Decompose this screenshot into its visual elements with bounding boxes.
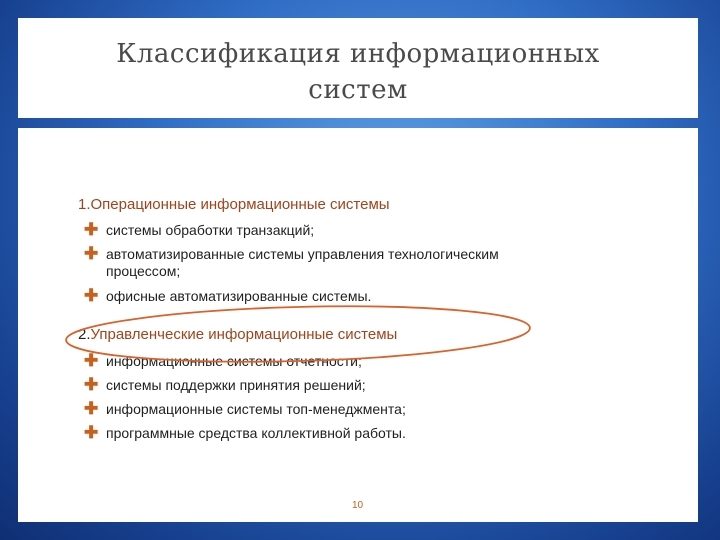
section-2-item-4: программные средства коллективной работы. [106,425,406,441]
section-1-item-2-continued: процессом; [106,263,181,279]
content-panel [18,128,698,522]
section-2-item-3: информационные системы топ-менеджмента; [106,401,406,417]
bullet-icon: ✚ [84,399,99,418]
section-1-number: 1. [78,196,91,213]
bullet-icon: ✚ [84,220,99,239]
bullet-icon: ✚ [84,423,99,442]
section-1-item-2: автоматизированные системы управления технологическим [106,246,499,262]
section-2-title: Управленческие информационные системы [90,326,398,343]
section-1-heading [78,196,390,213]
bullet-icon: ✚ [84,351,99,370]
title-panel [18,18,698,118]
section-1-item-1: системы обработки транзакций; [106,222,315,238]
section-1-title: Операционные информационные системы [90,196,390,213]
section-2-heading [78,326,397,343]
slide-title-line-2: систем [308,75,408,105]
section-1-item-3: офисные автоматизированные системы. [106,288,372,304]
page-number: 10 [352,500,364,511]
slide-title-line-1: Классификация информационных [116,39,600,69]
section-2-item-1: информационные системы отчетности; [106,353,362,369]
bullet-icon: ✚ [84,244,99,263]
section-2-item-2: системы поддержки принятия решений; [106,377,366,393]
bullet-icon: ✚ [84,375,99,394]
slide-title [18,36,698,108]
bullet-icon: ✚ [84,286,99,305]
section-2-number: 2. [78,326,91,343]
